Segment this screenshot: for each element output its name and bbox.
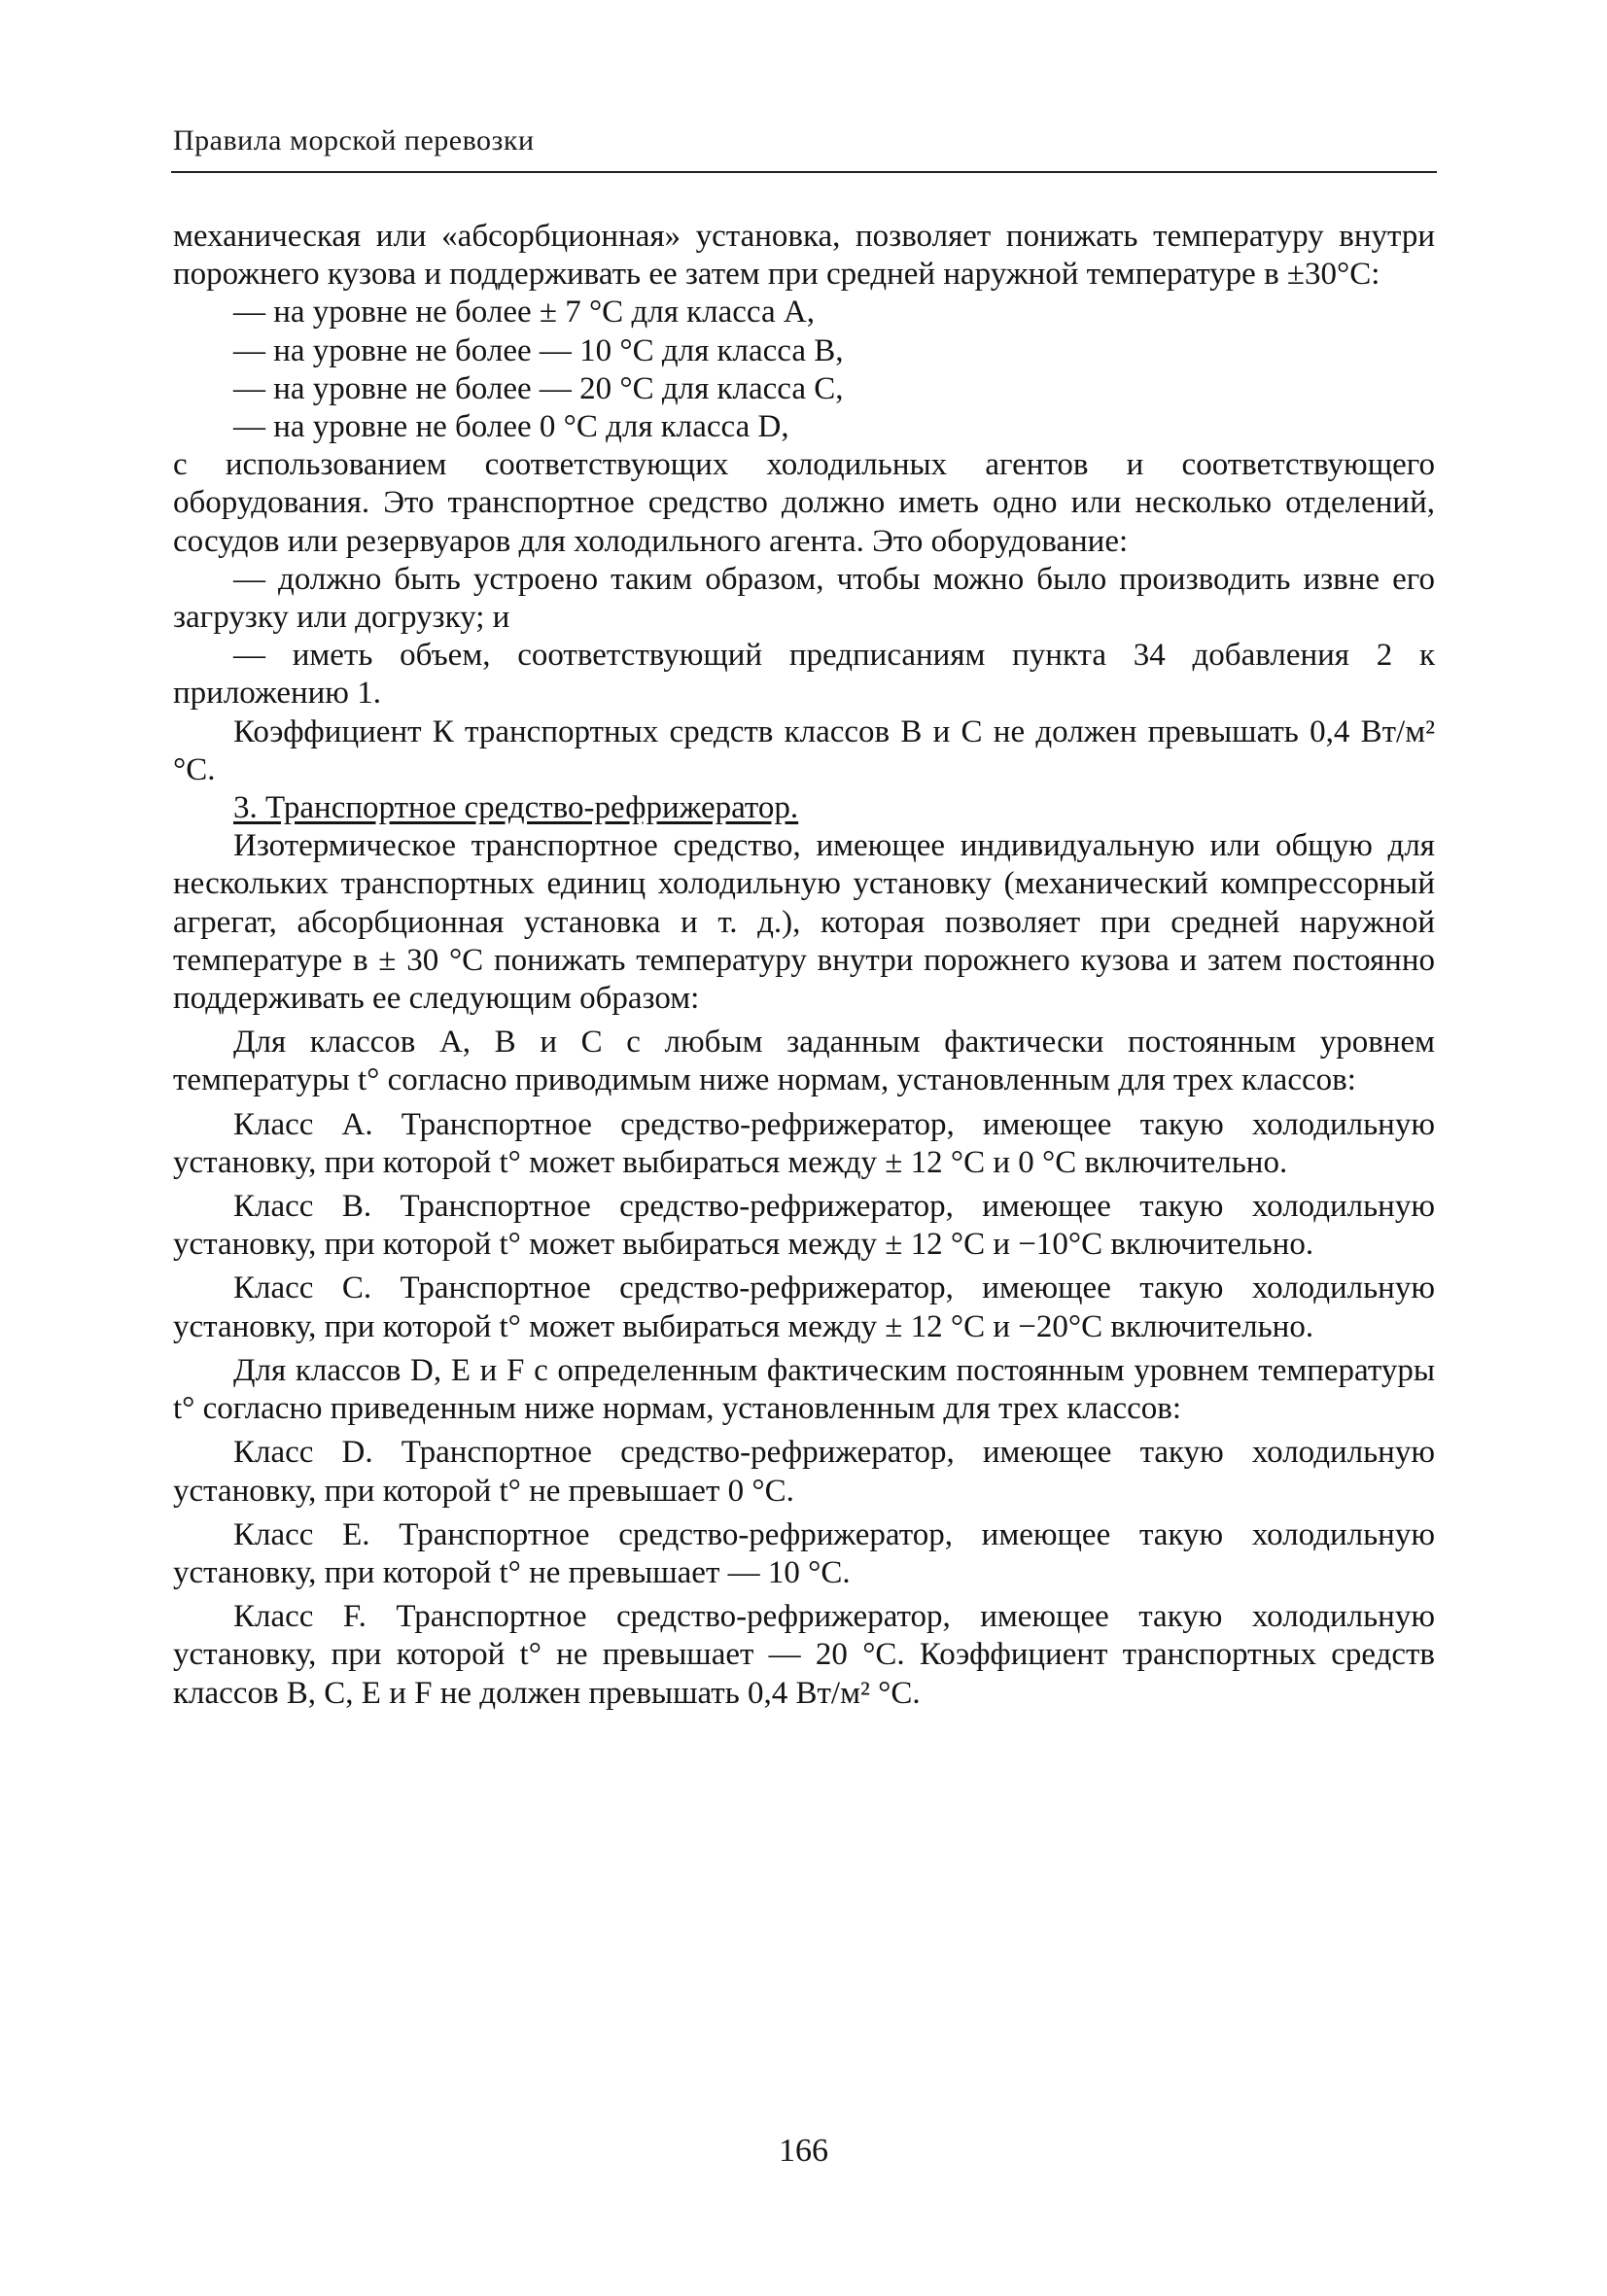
list-item: — на уровне не более ± 7 °С для класса А, (233, 295, 815, 330)
page-number: 166 (779, 2133, 828, 2169)
list-item: — на уровне не более — 10 °С для класса В, (233, 332, 844, 368)
paragraph: механическая или «абсорбционная» установка, позволяет понижать температуру внутри порожнего кузова и поддерживать ее затем при средней наружной температуре в ±30°С: (173, 219, 1435, 293)
class-b-paragraph: Класс В. Транспортное средство-рефрижератор, имеющее такую холодильную установку, при которой t° может выбираться между ± 12 °С и −10°С включительно. (173, 1189, 1435, 1263)
list-item: — должно быть устроено таким образом, чтобы можно было производить извне его загрузку или догрузку; и (173, 561, 1435, 636)
section-heading-text: 3. Транспортное средство-рефрижератор. (233, 790, 799, 826)
paragraph: Для классов А, В и С с любым заданным фактически постоянным уровнем температуры t° согласно приводимым ниже нормам, установленным для трех классов: (173, 1025, 1435, 1098)
class-e-paragraph: Класс Е. Транспортное средство-рефрижератор, имеющее такую холодильную установку, при которой t° не превышает — 10 °С. (173, 1516, 1435, 1590)
running-title: Правила морской перевозки (173, 124, 535, 157)
class-d-paragraph: Класс D. Транспортное средство-рефрижератор, имеющее такую холодильную установку, при которой t° не превышает 0 °С. (173, 1435, 1435, 1509)
list-item: — иметь объем, соответствующий предписаниям пункта 34 добавления 2 к приложению 1. (173, 638, 1435, 712)
list-item: — на уровне не более — 20 °С для класса С, (233, 370, 844, 406)
class-a-paragraph: Класс А. Транспортное средство-рефрижератор, имеющее такую холодильную установку, при которой t° может выбираться между ± 12 °С и 0 °С включительно. (173, 1106, 1435, 1180)
body-text (173, 218, 1435, 1713)
paragraph: Для классов D, Е и F с определенным фактическим постоянным уровнем температуры t° согласно приведенным ниже нормам, установленным для трех классов: (173, 1352, 1435, 1427)
section-heading (173, 789, 1435, 827)
paragraph: Коэффициент К транспортных средств классов В и С не должен превышать 0,4 Вт/м² °С. (173, 713, 1435, 787)
header-rule (171, 171, 1437, 173)
class-c-paragraph: Класс С. Транспортное средство-рефрижератор, имеющее такую холодильную установку, при которой t° может выбираться между ± 12 °С и −20°С включительно. (173, 1270, 1435, 1344)
list-item: — на уровне не более 0 °С для класса D, (233, 409, 789, 445)
paragraph: с использованием соответствующих холодильных агентов и соответствующего оборудования. Это транспортное средство должно иметь одно или несколько отделений, сосудов или резервуаров для холодильного агента. Это оборудование: (173, 447, 1435, 559)
paragraph: Изотермическое транспортное средство, имеющее индивидуальную или общую для нескольких транспортных единиц холодильную установку (механический компрессорный агрегат, абсорбционная установка и т. д.), которая позволяет при средней наружной температуре в ± 30 °С понижать температуру внутри порожнего кузова и затем постоянно поддерживать ее следующим образом: (173, 828, 1435, 1017)
class-f-paragraph: Класс F. Транспортное средство-рефрижератор, имеющее такую холодильную установку, при которой t° не превышает — 20 °С. Коэффициент транспортных средств классов В, С, Е и F не должен превышать 0,4 Вт/м² °С. (173, 1599, 1435, 1711)
